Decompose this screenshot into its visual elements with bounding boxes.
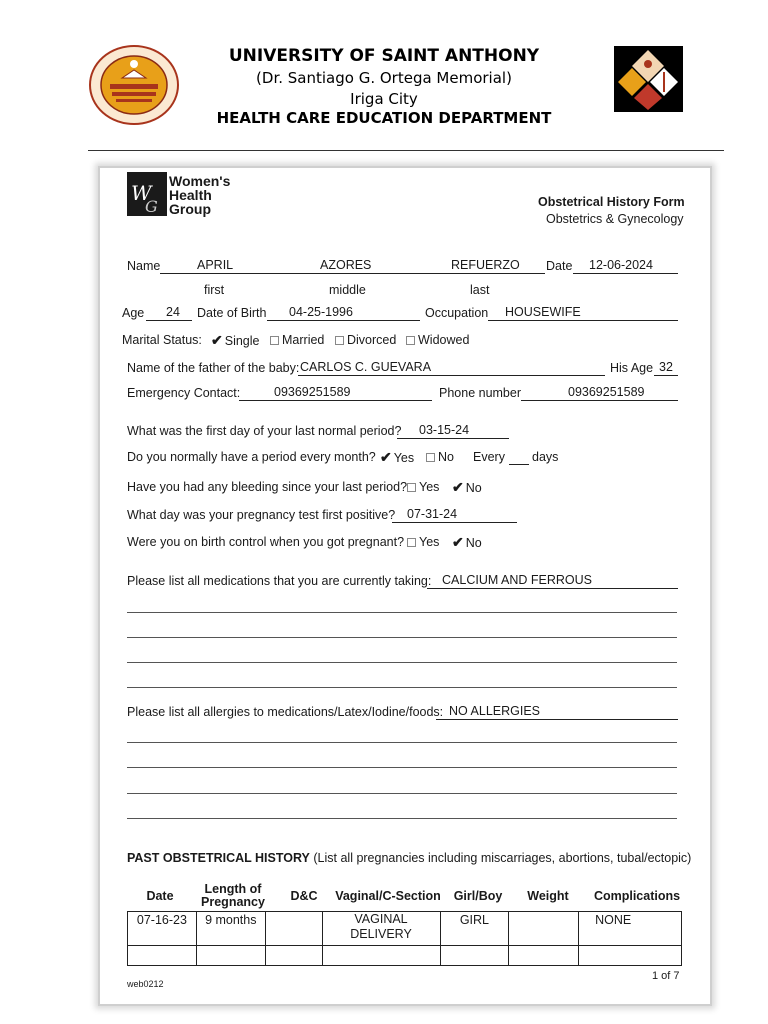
middle-caption: middle xyxy=(329,283,366,297)
first-caption: first xyxy=(204,283,225,297)
last-period-field[interactable]: 03-15-24 xyxy=(419,423,470,437)
no-label: No xyxy=(438,450,454,464)
table-cell[interactable] xyxy=(440,946,509,966)
history-note: (List all pregnancies including miscarriages, abortions, tubal/ectopic) xyxy=(313,851,692,865)
check-icon: ✔ xyxy=(452,534,464,550)
logo-line-1: Women's xyxy=(169,173,231,189)
check-icon: ✔ xyxy=(211,332,223,348)
checkbox-icon xyxy=(407,538,416,547)
table-row xyxy=(128,912,682,946)
medications-underline xyxy=(427,588,678,589)
name-underline xyxy=(160,273,545,274)
bleeding-no[interactable] xyxy=(452,479,482,496)
logo-text xyxy=(169,174,230,216)
col-dc: D&C xyxy=(290,889,318,903)
no-label: No xyxy=(465,536,482,550)
history-table xyxy=(127,911,682,966)
allergies-underline xyxy=(436,719,678,720)
marital-label: Marital Status: xyxy=(122,333,202,347)
birth-control-yes[interactable] xyxy=(407,535,439,549)
every-month-yes[interactable] xyxy=(380,449,414,466)
medications-line[interactable] xyxy=(127,612,677,613)
q-birth-control: Were you on birth control when you got pregnant? xyxy=(127,535,405,549)
date-label: Date xyxy=(546,259,573,273)
occupation-label: Occupation xyxy=(425,306,489,320)
col-date: Date xyxy=(146,889,174,903)
marital-option-divorced[interactable] xyxy=(335,333,396,347)
allergies-field[interactable]: NO ALLERGIES xyxy=(449,704,541,718)
footer-code: web0212 xyxy=(127,979,164,989)
father-label: Name of the father of the baby: xyxy=(127,361,300,375)
yes-label: Yes xyxy=(419,480,440,494)
phone-field[interactable]: 09369251589 xyxy=(568,385,645,399)
table-cell[interactable] xyxy=(128,946,197,966)
bleeding-yes[interactable] xyxy=(407,480,439,494)
allergies-line[interactable] xyxy=(127,742,677,743)
table-row xyxy=(128,946,682,966)
medications-line[interactable] xyxy=(127,687,677,688)
table-cell[interactable]: NONE xyxy=(579,912,682,946)
svg-text:G: G xyxy=(145,197,158,216)
department-emblem xyxy=(614,46,683,112)
department-name: HEALTH CARE EDUCATION DEPARTMENT xyxy=(216,109,552,127)
check-icon: ✔ xyxy=(452,479,464,495)
svg-text:W: W xyxy=(131,181,152,205)
check-icon: ✔ xyxy=(380,449,392,465)
table-cell[interactable]: 9 months xyxy=(196,912,265,946)
q-medications: Please list all medications that you are currently taking: xyxy=(127,574,432,588)
every-label: Every xyxy=(473,450,505,464)
col-complications: Complications xyxy=(593,889,681,903)
university-subtitle: (Dr. Santiago G. Ortega Memorial) xyxy=(256,69,512,87)
age-label: Age xyxy=(122,306,145,320)
allergies-line[interactable] xyxy=(127,818,677,819)
middle-name-field[interactable]: AZORES xyxy=(320,258,372,272)
emergency-field[interactable]: 09369251589 xyxy=(274,385,351,399)
col-girl-boy: Girl/Boy xyxy=(453,889,503,903)
q-last-period: What was the first day of your last normal period? xyxy=(127,424,402,438)
occupation-underline xyxy=(488,320,678,321)
dob-field[interactable]: 04-25-1996 xyxy=(289,305,353,319)
university-city: Iriga City xyxy=(350,90,418,108)
medications-line[interactable] xyxy=(127,637,677,638)
medications-field[interactable]: CALCIUM AND FERROUS xyxy=(442,573,593,587)
table-cell[interactable]: 07-16-23 xyxy=(128,912,197,946)
yes-label: Yes xyxy=(419,535,440,549)
no-label: No xyxy=(465,481,482,495)
dob-label: Date of Birth xyxy=(197,306,267,320)
marital-single-label: Single xyxy=(224,334,260,348)
col-vaginal-csection: Vaginal/C-Section xyxy=(335,889,441,903)
table-cell[interactable] xyxy=(322,946,440,966)
test-field[interactable]: 07-31-24 xyxy=(407,507,458,521)
table-cell[interactable]: GIRL xyxy=(440,912,509,946)
checkbox-icon xyxy=(270,336,279,345)
logo-line-2: Health xyxy=(169,187,212,203)
q-every-month: Do you normally have a period every month? xyxy=(127,450,376,464)
page-number: 1 of 7 xyxy=(652,970,680,982)
name-label: Name xyxy=(127,259,161,273)
marital-option-single[interactable] xyxy=(211,332,259,349)
marital-divorced-label: Divorced xyxy=(347,333,397,347)
allergies-line[interactable] xyxy=(127,793,677,794)
marital-option-married[interactable] xyxy=(270,333,324,347)
first-name-field[interactable]: APRIL xyxy=(197,258,234,272)
q-allergies: Please list all allergies to medications/Latex/Iodine/foods: xyxy=(127,705,444,719)
checkbox-icon xyxy=(406,336,415,345)
header-divider xyxy=(88,150,724,151)
date-field[interactable]: 12-06-2024 xyxy=(589,258,653,272)
table-cell[interactable] xyxy=(265,946,322,966)
form-subtitle: Obstetrics & Gynecology xyxy=(546,212,684,226)
his-age-field[interactable]: 32 xyxy=(659,360,673,374)
table-cell[interactable] xyxy=(579,946,682,966)
q-test: What day was your pregnancy test first positive? xyxy=(127,508,396,522)
marital-married-label: Married xyxy=(282,333,325,347)
every-underline xyxy=(509,464,529,465)
phone-label: Phone number xyxy=(439,386,522,400)
father-underline xyxy=(298,375,605,376)
table-cell[interactable] xyxy=(509,946,579,966)
table-cell[interactable] xyxy=(265,912,322,946)
q-bleeding: Have you had any bleeding since your last period? xyxy=(127,480,408,494)
his-age-underline xyxy=(654,375,678,376)
history-heading xyxy=(127,851,691,865)
occupation-field[interactable]: HOUSEWIFE xyxy=(505,305,581,319)
marital-widowed-label: Widowed xyxy=(418,333,470,347)
last-name-field[interactable]: REFUERZO xyxy=(451,258,520,272)
medications-line[interactable] xyxy=(127,662,677,663)
test-underline xyxy=(392,522,517,523)
age-underline xyxy=(146,320,192,321)
checkbox-icon xyxy=(407,483,416,492)
days-label: days xyxy=(532,450,559,464)
emergency-underline xyxy=(239,400,432,401)
age-field[interactable]: 24 xyxy=(166,305,180,319)
table-cell[interactable] xyxy=(509,912,579,946)
emergency-label: Emergency Contact: xyxy=(127,386,241,400)
form-title: Obstetrical History Form xyxy=(538,195,685,209)
university-title: UNIVERSITY OF SAINT ANTHONY xyxy=(228,46,540,66)
checkbox-icon xyxy=(335,336,344,345)
his-age-label: His Age xyxy=(610,361,654,375)
table-cell[interactable]: VAGINAL DELIVERY xyxy=(322,912,440,946)
dob-underline xyxy=(267,320,420,321)
marital-option-widowed[interactable] xyxy=(406,333,469,347)
allergies-line[interactable] xyxy=(127,767,677,768)
last-caption: last xyxy=(470,283,490,297)
table-cell[interactable] xyxy=(196,946,265,966)
whg-logo xyxy=(127,172,167,216)
date-underline xyxy=(573,273,678,274)
logo-line-3: Group xyxy=(169,201,211,217)
last-period-underline xyxy=(397,438,509,439)
birth-control-no[interactable] xyxy=(452,534,482,551)
history-heading-bold: PAST OBSTETRICAL HISTORY xyxy=(127,851,310,865)
every-month-no[interactable] xyxy=(426,450,454,464)
yes-label: Yes xyxy=(393,451,415,465)
col-weight: Weight xyxy=(527,889,569,903)
checkbox-icon xyxy=(426,453,435,462)
father-field[interactable]: CARLOS C. GUEVARA xyxy=(300,360,432,374)
phone-underline xyxy=(521,400,678,401)
col-length: Length of Pregnancy xyxy=(201,882,265,909)
